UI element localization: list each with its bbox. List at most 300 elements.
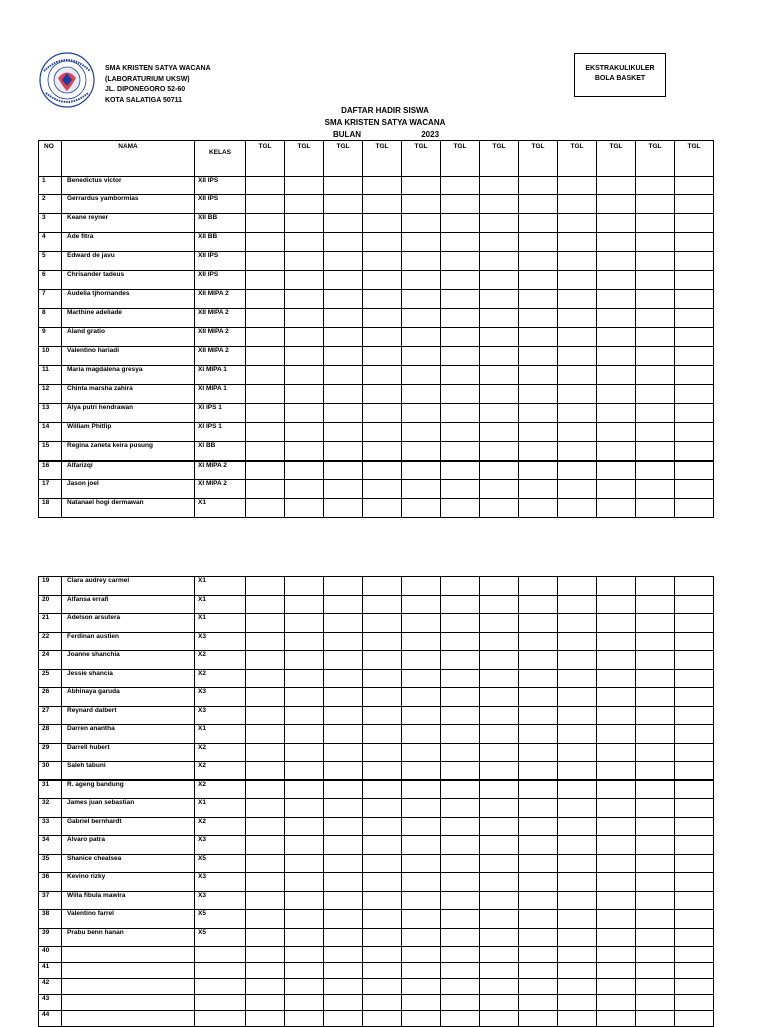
attendance-cell[interactable]	[558, 632, 597, 651]
attendance-cell[interactable]	[597, 499, 636, 518]
attendance-cell[interactable]	[246, 614, 285, 633]
attendance-cell[interactable]	[636, 947, 675, 963]
attendance-cell[interactable]	[597, 328, 636, 347]
attendance-cell[interactable]	[636, 404, 675, 423]
attendance-cell[interactable]	[285, 979, 324, 995]
attendance-cell[interactable]	[363, 423, 402, 442]
attendance-cell[interactable]	[675, 577, 714, 596]
attendance-cell[interactable]	[519, 423, 558, 442]
attendance-cell[interactable]	[558, 309, 597, 328]
attendance-cell[interactable]	[480, 328, 519, 347]
attendance-cell[interactable]	[285, 309, 324, 328]
attendance-cell[interactable]	[519, 780, 558, 799]
attendance-cell[interactable]	[441, 614, 480, 633]
attendance-cell[interactable]	[675, 1011, 714, 1027]
attendance-cell[interactable]	[402, 577, 441, 596]
attendance-cell[interactable]	[246, 347, 285, 366]
attendance-cell[interactable]	[597, 442, 636, 461]
attendance-cell[interactable]	[324, 928, 363, 947]
attendance-cell[interactable]	[441, 651, 480, 670]
attendance-cell[interactable]	[597, 614, 636, 633]
attendance-cell[interactable]	[363, 480, 402, 499]
attendance-cell[interactable]	[636, 854, 675, 873]
attendance-cell[interactable]	[480, 499, 519, 518]
attendance-cell[interactable]	[363, 614, 402, 633]
attendance-cell[interactable]	[363, 928, 402, 947]
attendance-cell[interactable]	[480, 271, 519, 290]
attendance-cell[interactable]	[441, 995, 480, 1011]
attendance-cell[interactable]	[246, 195, 285, 214]
attendance-cell[interactable]	[246, 743, 285, 762]
attendance-cell[interactable]	[675, 214, 714, 233]
attendance-cell[interactable]	[480, 385, 519, 404]
attendance-cell[interactable]	[402, 995, 441, 1011]
attendance-cell[interactable]	[285, 651, 324, 670]
attendance-cell[interactable]	[558, 891, 597, 910]
attendance-cell[interactable]	[480, 632, 519, 651]
attendance-cell[interactable]	[246, 873, 285, 892]
attendance-cell[interactable]	[519, 309, 558, 328]
attendance-cell[interactable]	[597, 928, 636, 947]
attendance-cell[interactable]	[285, 385, 324, 404]
attendance-cell[interactable]	[597, 947, 636, 963]
attendance-cell[interactable]	[285, 577, 324, 596]
attendance-cell[interactable]	[285, 347, 324, 366]
attendance-cell[interactable]	[402, 309, 441, 328]
attendance-cell[interactable]	[324, 461, 363, 480]
attendance-cell[interactable]	[675, 836, 714, 855]
attendance-cell[interactable]	[285, 252, 324, 271]
attendance-cell[interactable]	[441, 979, 480, 995]
attendance-cell[interactable]	[246, 595, 285, 614]
attendance-cell[interactable]	[363, 688, 402, 707]
attendance-cell[interactable]	[675, 328, 714, 347]
attendance-cell[interactable]	[324, 963, 363, 979]
attendance-cell[interactable]	[363, 1011, 402, 1027]
attendance-cell[interactable]	[324, 910, 363, 929]
attendance-cell[interactable]	[285, 706, 324, 725]
attendance-cell[interactable]	[285, 963, 324, 979]
attendance-cell[interactable]	[441, 632, 480, 651]
attendance-cell[interactable]	[675, 290, 714, 309]
attendance-cell[interactable]	[324, 214, 363, 233]
attendance-cell[interactable]	[675, 595, 714, 614]
attendance-cell[interactable]	[402, 928, 441, 947]
attendance-cell[interactable]	[597, 873, 636, 892]
attendance-cell[interactable]	[363, 252, 402, 271]
attendance-cell[interactable]	[402, 480, 441, 499]
attendance-cell[interactable]	[363, 963, 402, 979]
attendance-cell[interactable]	[363, 385, 402, 404]
attendance-cell[interactable]	[558, 688, 597, 707]
attendance-cell[interactable]	[324, 1011, 363, 1027]
attendance-cell[interactable]	[402, 979, 441, 995]
attendance-cell[interactable]	[285, 233, 324, 252]
attendance-cell[interactable]	[324, 891, 363, 910]
attendance-cell[interactable]	[480, 442, 519, 461]
attendance-cell[interactable]	[402, 423, 441, 442]
attendance-cell[interactable]	[636, 614, 675, 633]
attendance-cell[interactable]	[597, 595, 636, 614]
attendance-cell[interactable]	[558, 651, 597, 670]
attendance-cell[interactable]	[597, 743, 636, 762]
attendance-cell[interactable]	[597, 817, 636, 836]
attendance-cell[interactable]	[597, 651, 636, 670]
attendance-cell[interactable]	[324, 499, 363, 518]
attendance-cell[interactable]	[246, 947, 285, 963]
attendance-cell[interactable]	[480, 177, 519, 195]
attendance-cell[interactable]	[363, 309, 402, 328]
attendance-cell[interactable]	[402, 233, 441, 252]
attendance-cell[interactable]	[285, 995, 324, 1011]
attendance-cell[interactable]	[597, 910, 636, 929]
attendance-cell[interactable]	[441, 836, 480, 855]
attendance-cell[interactable]	[675, 979, 714, 995]
attendance-cell[interactable]	[636, 252, 675, 271]
attendance-cell[interactable]	[597, 233, 636, 252]
attendance-cell[interactable]	[519, 817, 558, 836]
attendance-cell[interactable]	[480, 614, 519, 633]
attendance-cell[interactable]	[324, 688, 363, 707]
attendance-cell[interactable]	[636, 271, 675, 290]
attendance-cell[interactable]	[597, 404, 636, 423]
attendance-cell[interactable]	[519, 595, 558, 614]
attendance-cell[interactable]	[519, 873, 558, 892]
attendance-cell[interactable]	[675, 669, 714, 688]
attendance-cell[interactable]	[324, 799, 363, 818]
attendance-cell[interactable]	[636, 423, 675, 442]
attendance-cell[interactable]	[363, 651, 402, 670]
attendance-cell[interactable]	[675, 910, 714, 929]
attendance-cell[interactable]	[324, 347, 363, 366]
attendance-cell[interactable]	[480, 706, 519, 725]
attendance-cell[interactable]	[519, 688, 558, 707]
attendance-cell[interactable]	[324, 423, 363, 442]
attendance-cell[interactable]	[558, 706, 597, 725]
attendance-cell[interactable]	[402, 442, 441, 461]
attendance-cell[interactable]	[675, 252, 714, 271]
attendance-cell[interactable]	[675, 891, 714, 910]
attendance-cell[interactable]	[441, 595, 480, 614]
attendance-cell[interactable]	[246, 442, 285, 461]
attendance-cell[interactable]	[636, 595, 675, 614]
attendance-cell[interactable]	[636, 577, 675, 596]
attendance-cell[interactable]	[402, 195, 441, 214]
attendance-cell[interactable]	[675, 873, 714, 892]
attendance-cell[interactable]	[519, 177, 558, 195]
attendance-cell[interactable]	[246, 799, 285, 818]
attendance-cell[interactable]	[480, 928, 519, 947]
attendance-cell[interactable]	[519, 706, 558, 725]
attendance-cell[interactable]	[636, 385, 675, 404]
attendance-cell[interactable]	[597, 290, 636, 309]
attendance-cell[interactable]	[363, 195, 402, 214]
attendance-cell[interactable]	[441, 480, 480, 499]
attendance-cell[interactable]	[441, 762, 480, 781]
attendance-cell[interactable]	[480, 725, 519, 744]
attendance-cell[interactable]	[558, 195, 597, 214]
attendance-cell[interactable]	[363, 762, 402, 781]
attendance-cell[interactable]	[246, 836, 285, 855]
attendance-cell[interactable]	[324, 854, 363, 873]
attendance-cell[interactable]	[363, 595, 402, 614]
attendance-cell[interactable]	[480, 651, 519, 670]
attendance-cell[interactable]	[519, 271, 558, 290]
attendance-cell[interactable]	[558, 347, 597, 366]
attendance-cell[interactable]	[363, 404, 402, 423]
attendance-cell[interactable]	[675, 271, 714, 290]
attendance-cell[interactable]	[324, 442, 363, 461]
attendance-cell[interactable]	[675, 366, 714, 385]
attendance-cell[interactable]	[363, 817, 402, 836]
attendance-cell[interactable]	[558, 480, 597, 499]
attendance-cell[interactable]	[441, 817, 480, 836]
attendance-cell[interactable]	[480, 195, 519, 214]
attendance-cell[interactable]	[675, 762, 714, 781]
attendance-cell[interactable]	[558, 947, 597, 963]
attendance-cell[interactable]	[597, 177, 636, 195]
attendance-cell[interactable]	[324, 669, 363, 688]
attendance-cell[interactable]	[285, 910, 324, 929]
attendance-cell[interactable]	[558, 817, 597, 836]
attendance-cell[interactable]	[675, 706, 714, 725]
attendance-cell[interactable]	[675, 947, 714, 963]
attendance-cell[interactable]	[441, 706, 480, 725]
attendance-cell[interactable]	[558, 743, 597, 762]
attendance-cell[interactable]	[285, 836, 324, 855]
attendance-cell[interactable]	[519, 762, 558, 781]
attendance-cell[interactable]	[246, 725, 285, 744]
attendance-cell[interactable]	[597, 577, 636, 596]
attendance-cell[interactable]	[402, 1011, 441, 1027]
attendance-cell[interactable]	[441, 891, 480, 910]
attendance-cell[interactable]	[363, 743, 402, 762]
attendance-cell[interactable]	[363, 632, 402, 651]
attendance-cell[interactable]	[675, 928, 714, 947]
attendance-cell[interactable]	[519, 836, 558, 855]
attendance-cell[interactable]	[363, 347, 402, 366]
attendance-cell[interactable]	[480, 995, 519, 1011]
attendance-cell[interactable]	[675, 423, 714, 442]
attendance-cell[interactable]	[285, 947, 324, 963]
attendance-cell[interactable]	[636, 891, 675, 910]
attendance-cell[interactable]	[519, 995, 558, 1011]
attendance-cell[interactable]	[636, 233, 675, 252]
attendance-cell[interactable]	[558, 928, 597, 947]
attendance-cell[interactable]	[285, 891, 324, 910]
attendance-cell[interactable]	[246, 252, 285, 271]
attendance-cell[interactable]	[324, 233, 363, 252]
attendance-cell[interactable]	[636, 743, 675, 762]
attendance-cell[interactable]	[246, 271, 285, 290]
attendance-cell[interactable]	[402, 836, 441, 855]
attendance-cell[interactable]	[636, 799, 675, 818]
attendance-cell[interactable]	[246, 817, 285, 836]
attendance-cell[interactable]	[324, 706, 363, 725]
attendance-cell[interactable]	[441, 577, 480, 596]
attendance-cell[interactable]	[324, 947, 363, 963]
attendance-cell[interactable]	[558, 762, 597, 781]
attendance-cell[interactable]	[558, 1011, 597, 1027]
attendance-cell[interactable]	[402, 347, 441, 366]
attendance-cell[interactable]	[597, 385, 636, 404]
attendance-cell[interactable]	[480, 252, 519, 271]
attendance-cell[interactable]	[558, 442, 597, 461]
attendance-cell[interactable]	[363, 442, 402, 461]
attendance-cell[interactable]	[480, 233, 519, 252]
attendance-cell[interactable]	[363, 177, 402, 195]
attendance-cell[interactable]	[324, 290, 363, 309]
attendance-cell[interactable]	[597, 347, 636, 366]
attendance-cell[interactable]	[285, 328, 324, 347]
attendance-cell[interactable]	[285, 669, 324, 688]
attendance-cell[interactable]	[675, 995, 714, 1011]
attendance-cell[interactable]	[480, 309, 519, 328]
attendance-cell[interactable]	[246, 577, 285, 596]
attendance-cell[interactable]	[441, 947, 480, 963]
attendance-cell[interactable]	[441, 442, 480, 461]
attendance-cell[interactable]	[675, 743, 714, 762]
attendance-cell[interactable]	[558, 910, 597, 929]
attendance-cell[interactable]	[402, 404, 441, 423]
attendance-cell[interactable]	[246, 309, 285, 328]
attendance-cell[interactable]	[558, 577, 597, 596]
attendance-cell[interactable]	[285, 442, 324, 461]
attendance-cell[interactable]	[441, 725, 480, 744]
attendance-cell[interactable]	[246, 928, 285, 947]
attendance-cell[interactable]	[480, 480, 519, 499]
attendance-cell[interactable]	[402, 252, 441, 271]
attendance-cell[interactable]	[519, 979, 558, 995]
attendance-cell[interactable]	[597, 799, 636, 818]
attendance-cell[interactable]	[402, 614, 441, 633]
attendance-cell[interactable]	[363, 290, 402, 309]
attendance-cell[interactable]	[480, 947, 519, 963]
attendance-cell[interactable]	[675, 963, 714, 979]
attendance-cell[interactable]	[246, 290, 285, 309]
attendance-cell[interactable]	[675, 177, 714, 195]
attendance-cell[interactable]	[246, 706, 285, 725]
attendance-cell[interactable]	[324, 725, 363, 744]
attendance-cell[interactable]	[246, 632, 285, 651]
attendance-cell[interactable]	[480, 873, 519, 892]
attendance-cell[interactable]	[519, 233, 558, 252]
attendance-cell[interactable]	[285, 1011, 324, 1027]
attendance-cell[interactable]	[480, 669, 519, 688]
attendance-cell[interactable]	[324, 195, 363, 214]
attendance-cell[interactable]	[480, 404, 519, 423]
attendance-cell[interactable]	[363, 854, 402, 873]
attendance-cell[interactable]	[636, 963, 675, 979]
attendance-cell[interactable]	[285, 177, 324, 195]
attendance-cell[interactable]	[636, 347, 675, 366]
attendance-cell[interactable]	[519, 963, 558, 979]
attendance-cell[interactable]	[324, 309, 363, 328]
attendance-cell[interactable]	[558, 252, 597, 271]
attendance-cell[interactable]	[246, 963, 285, 979]
attendance-cell[interactable]	[402, 214, 441, 233]
attendance-cell[interactable]	[363, 577, 402, 596]
attendance-cell[interactable]	[675, 480, 714, 499]
attendance-cell[interactable]	[441, 309, 480, 328]
attendance-cell[interactable]	[675, 347, 714, 366]
attendance-cell[interactable]	[441, 404, 480, 423]
attendance-cell[interactable]	[636, 873, 675, 892]
attendance-cell[interactable]	[480, 910, 519, 929]
attendance-cell[interactable]	[558, 799, 597, 818]
attendance-cell[interactable]	[480, 461, 519, 480]
attendance-cell[interactable]	[285, 725, 324, 744]
attendance-cell[interactable]	[402, 963, 441, 979]
attendance-cell[interactable]	[480, 762, 519, 781]
attendance-cell[interactable]	[402, 385, 441, 404]
attendance-cell[interactable]	[441, 423, 480, 442]
attendance-cell[interactable]	[402, 854, 441, 873]
attendance-cell[interactable]	[558, 780, 597, 799]
attendance-cell[interactable]	[324, 252, 363, 271]
attendance-cell[interactable]	[636, 817, 675, 836]
attendance-cell[interactable]	[519, 385, 558, 404]
attendance-cell[interactable]	[597, 688, 636, 707]
attendance-cell[interactable]	[441, 233, 480, 252]
attendance-cell[interactable]	[246, 854, 285, 873]
attendance-cell[interactable]	[402, 799, 441, 818]
attendance-cell[interactable]	[363, 669, 402, 688]
attendance-cell[interactable]	[519, 947, 558, 963]
attendance-cell[interactable]	[597, 252, 636, 271]
attendance-cell[interactable]	[480, 1011, 519, 1027]
attendance-cell[interactable]	[675, 817, 714, 836]
attendance-cell[interactable]	[480, 347, 519, 366]
attendance-cell[interactable]	[246, 499, 285, 518]
attendance-cell[interactable]	[324, 817, 363, 836]
attendance-cell[interactable]	[597, 891, 636, 910]
attendance-cell[interactable]	[480, 366, 519, 385]
attendance-cell[interactable]	[441, 910, 480, 929]
attendance-cell[interactable]	[246, 366, 285, 385]
attendance-cell[interactable]	[285, 873, 324, 892]
attendance-cell[interactable]	[285, 290, 324, 309]
attendance-cell[interactable]	[675, 854, 714, 873]
attendance-cell[interactable]	[519, 799, 558, 818]
attendance-cell[interactable]	[363, 780, 402, 799]
attendance-cell[interactable]	[480, 979, 519, 995]
attendance-cell[interactable]	[558, 963, 597, 979]
attendance-cell[interactable]	[402, 328, 441, 347]
attendance-cell[interactable]	[402, 271, 441, 290]
attendance-cell[interactable]	[441, 928, 480, 947]
attendance-cell[interactable]	[363, 873, 402, 892]
attendance-cell[interactable]	[402, 743, 441, 762]
attendance-cell[interactable]	[363, 910, 402, 929]
attendance-cell[interactable]	[675, 461, 714, 480]
attendance-cell[interactable]	[363, 328, 402, 347]
attendance-cell[interactable]	[246, 979, 285, 995]
attendance-cell[interactable]	[363, 461, 402, 480]
attendance-cell[interactable]	[324, 595, 363, 614]
attendance-cell[interactable]	[402, 651, 441, 670]
attendance-cell[interactable]	[441, 461, 480, 480]
attendance-cell[interactable]	[480, 688, 519, 707]
attendance-cell[interactable]	[285, 743, 324, 762]
attendance-cell[interactable]	[597, 762, 636, 781]
attendance-cell[interactable]	[558, 725, 597, 744]
attendance-cell[interactable]	[324, 780, 363, 799]
attendance-cell[interactable]	[558, 461, 597, 480]
attendance-cell[interactable]	[363, 995, 402, 1011]
attendance-cell[interactable]	[324, 651, 363, 670]
attendance-cell[interactable]	[519, 669, 558, 688]
